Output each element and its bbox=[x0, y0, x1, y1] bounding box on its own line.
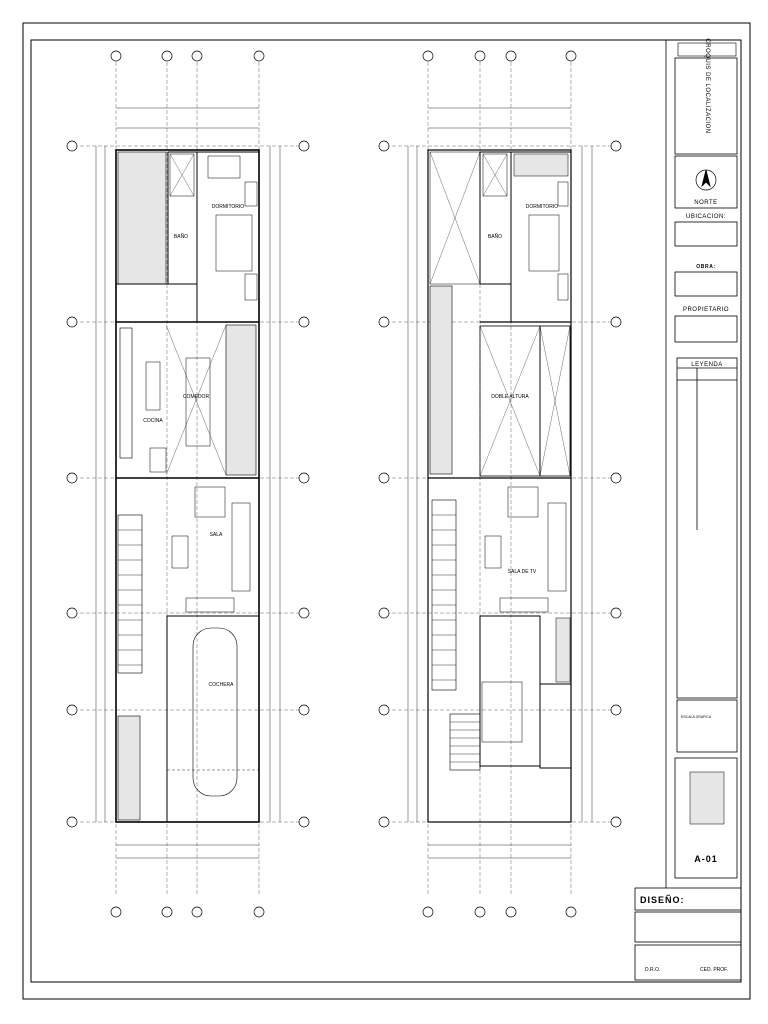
ground-floor-plan bbox=[80, 62, 300, 896]
room-label-bano-upper: BAÑO bbox=[487, 234, 503, 240]
room-label-cochera: COCHERA bbox=[208, 682, 234, 688]
north-label: NORTE bbox=[694, 200, 718, 206]
room-label-bano: BAÑO bbox=[173, 234, 189, 240]
room-label-comedor: COMEDOR bbox=[182, 394, 210, 400]
room-label-sala-tv: SALA DE TV bbox=[507, 569, 537, 575]
room-label-doble-altura: DOBLE ALTURA bbox=[491, 394, 529, 400]
ced-prof-label: CED. PROF. bbox=[700, 967, 729, 973]
location-label: UBICACION: bbox=[685, 214, 727, 220]
room-label-cocina: COCINA bbox=[143, 418, 163, 424]
room-label-sala: SALA bbox=[209, 532, 223, 538]
upper-floor-plan bbox=[392, 62, 612, 896]
design-label: DISEÑO: bbox=[640, 895, 685, 905]
room-label-dormitorio: DORMITORIO bbox=[211, 204, 245, 210]
dro-label: D.R.O. bbox=[645, 967, 661, 973]
croquis-label: CROQUIS DE LOCALIZACION bbox=[704, 38, 710, 134]
title-block bbox=[635, 40, 741, 980]
room-label-dormitorio-upper: DORMITORIO bbox=[525, 204, 559, 210]
legend-label: LEYENDA bbox=[691, 362, 723, 368]
graphic-scale-label: ESCALA GRAFICA bbox=[681, 715, 712, 719]
sheet-code: A-01 bbox=[694, 854, 718, 864]
owner-label: PROPIETARIO bbox=[682, 307, 730, 313]
upper-room-labels bbox=[488, 204, 558, 575]
work-label: OBRA: bbox=[696, 264, 716, 270]
